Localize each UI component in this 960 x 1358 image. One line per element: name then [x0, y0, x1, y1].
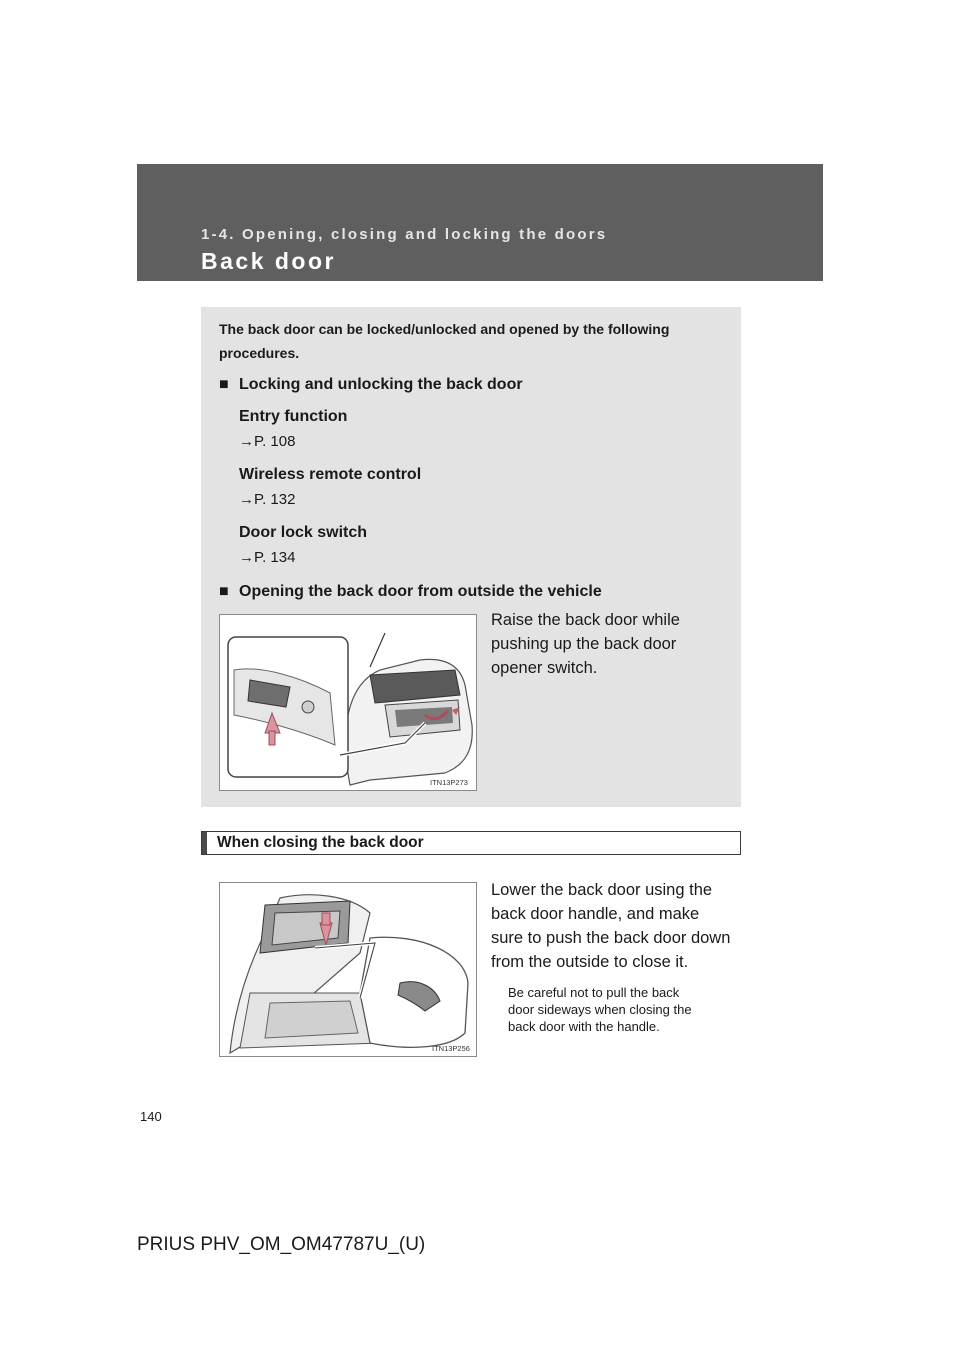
note-line-1: Be careful not to pull the back: [508, 985, 680, 1000]
closing-line-2: back door handle, and make: [491, 905, 700, 923]
page-title: Back door: [201, 248, 336, 274]
closing-line-4: from the outside to close it.: [491, 953, 689, 971]
opening-line-1: Raise the back door while: [491, 611, 680, 629]
back-door-opener-illustration: [219, 614, 477, 791]
opening-line-3: opener switch.: [491, 659, 598, 677]
door-lock-switch-ref: →P. 134: [239, 549, 296, 566]
arrow-icon: →: [239, 491, 254, 508]
opening-heading: Opening the back door from outside the vehicle: [239, 583, 602, 600]
wireless-remote-label: Wireless remote control: [239, 466, 422, 483]
closing-instructions: [491, 878, 738, 974]
figure-code-1: ITN13P273: [430, 778, 468, 787]
locking-heading: Locking and unlocking the back door: [239, 376, 523, 393]
closing-line-3: sure to push the back door down: [491, 929, 731, 947]
section-label: 1-4. Opening, closing and locking the doors: [201, 226, 608, 243]
back-door-closing-illustration: [219, 882, 477, 1057]
intro-text-line-1: The back door can be locked/unlocked and opened by the following: [219, 321, 670, 337]
square-bullet-icon: ■: [219, 583, 229, 600]
note-line-3: back door with the handle.: [508, 1019, 660, 1034]
door-lock-switch-label: Door lock switch: [239, 524, 368, 541]
closing-heading: When closing the back door: [217, 834, 424, 851]
entry-function-ref: →P. 108: [239, 433, 296, 450]
figure-code-2: ITN13P256: [432, 1044, 470, 1053]
arrow-icon: →: [239, 433, 254, 450]
opening-instructions: [491, 608, 718, 680]
wireless-remote-ref: →P. 132: [239, 491, 296, 508]
opening-line-2: pushing up the back door: [491, 635, 677, 653]
closing-caution-note: [508, 984, 736, 1035]
page-number: 140: [140, 1109, 162, 1124]
entry-function-label: Entry function: [239, 408, 348, 425]
intro-text-line-2: procedures.: [219, 345, 300, 361]
footer-document-code: PRIUS PHV_OM_OM47787U_(U): [137, 1234, 426, 1255]
arrow-icon: →: [239, 549, 254, 566]
closing-line-1: Lower the back door using the: [491, 881, 713, 899]
note-line-2: door sideways when closing the: [508, 1002, 692, 1017]
square-bullet-icon: ■: [219, 376, 229, 393]
